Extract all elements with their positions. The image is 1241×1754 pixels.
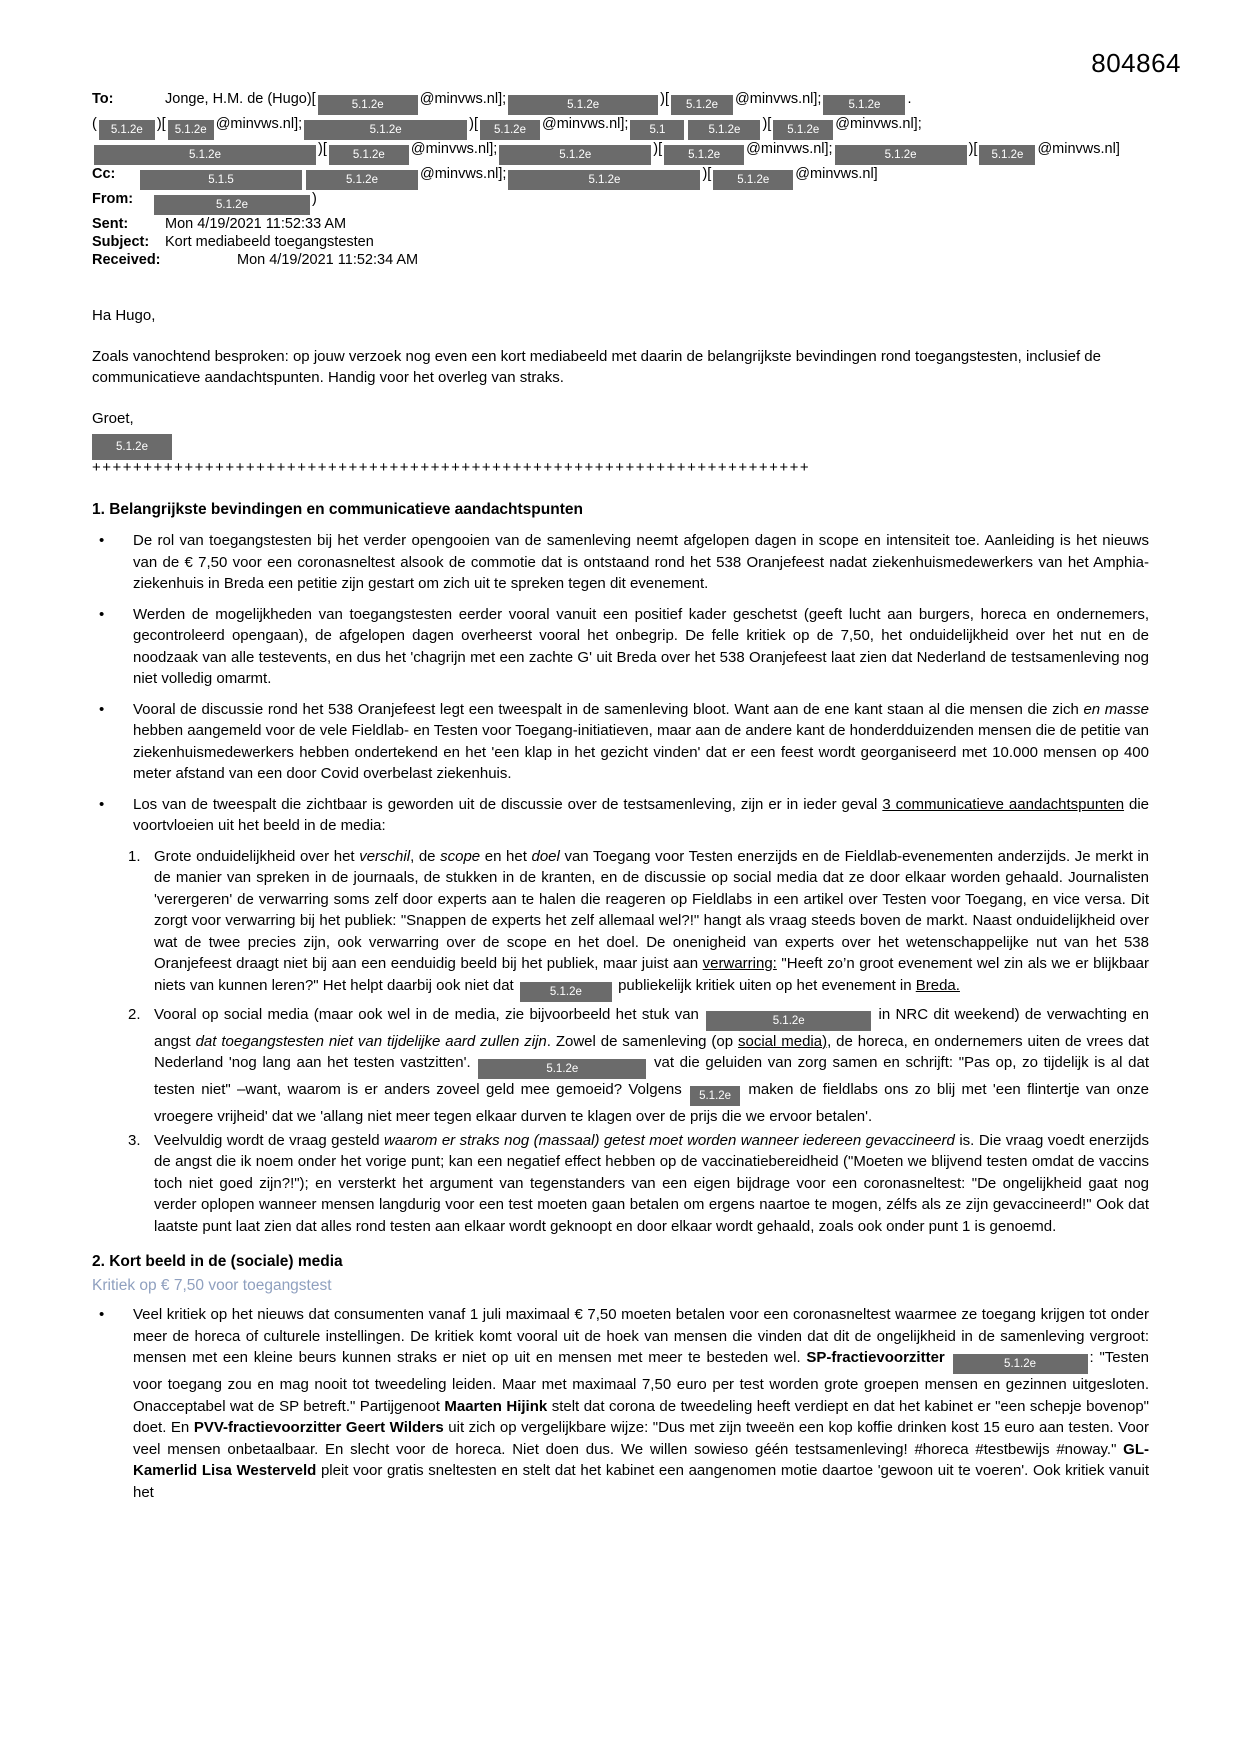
bullet-marker: [92, 1304, 133, 1503]
text-run: )[: [653, 141, 663, 157]
text-run: van Toegang voor Testen enerzijds en de Fieldlab-evenementen anderzijds. Je merkt in de manier van spreken in de journaals, de stukken in de kranten, en de discussie op social media dat ze door elkaar worden gehaald. Journalisten 'verergeren' de verwarring soms zelf door experts aan te halen die reageren op Fieldlabs in een artikel over Testen voor Toegang, en vice versa. Dit zorgt voor verwarring bij het publiek: "Snappen de experts het zelf allemaal wel?!" hangt als vraag steeds boven de markt. Naast onduidelijkheid over wat de twee precies zijn, ook verwarring over de scope en het doel. De onenigheid van experts over het wetenschappelijke nut van het 538 Oranjefeest draagt niet bij aan een eenduidig beeld bij het publiek, maar juist aan: [154, 847, 1150, 972]
section2-bullets: [92, 1304, 1149, 1503]
text-run: )[: [156, 116, 166, 132]
bullet-marker: [92, 699, 133, 785]
text-run: @minvws.nl];: [542, 116, 629, 132]
text-run: social media),: [738, 1032, 832, 1050]
bullet-marker: [92, 794, 133, 837]
text-run: verwarring:: [702, 955, 777, 972]
item-number: 2.: [128, 1005, 141, 1023]
text-run: @minvws.nl];: [410, 141, 498, 157]
header-field-label: Sent:: [92, 216, 129, 232]
bullet-item: [92, 1304, 1149, 1503]
redaction-box: 5.1.2e: [92, 434, 172, 460]
text-run: maken de fieldlabs ons zo blij met 'een flintertje van onze vroegere vrijheid' dat we 'allang niet meer tegen elkaar durven te klagen over de prijs die we ervoor betalen'.: [154, 1081, 1149, 1125]
text-run: . Zowel de samenleving (op: [546, 1032, 738, 1050]
bullet-item: [92, 699, 1149, 785]
bullet-item: [92, 794, 1149, 837]
header-line: [92, 190, 1149, 215]
header-line: [92, 215, 1149, 233]
text-run: : "Testen voor toegang zou en mag nooit tot tweedeling leiden. Maar met maximaal 7,50 euro per test worden grote groepen mensen en gezinnen uitgesloten. Onacceptabel wat de SP betreft." Partijgenoot: [133, 1349, 1150, 1415]
header-field-label: From:: [92, 191, 134, 207]
text-run: @minvws.nl];: [215, 116, 303, 132]
header-line: [92, 140, 1149, 165]
redaction-box: 5.1.2e: [835, 145, 967, 165]
text-run: doel: [531, 847, 560, 865]
text-run: waarom er straks nog (massaal) getest moet worden wanneer iedereen gevaccineerd: [384, 1131, 955, 1149]
text-run: Mon 4/19/2021 11:52:33 AM: [165, 216, 347, 232]
text-run: is. Die vraag voedt enerzijds de angst die ik noem onder het vorige punt; kan een negatief effect hebben op de vaccinatiebereidheid ("Moeten we blijvend testen omdat de vaccins toch niet goed zijn?!"); en versterkt het argument van tegenstanders van een eigen bijdrage voor een coronasneltest: "De ongelijkheid gaat nog verder oplopen wanneer mensen langdurig voor een test moeten gaan betalen om ergens naartoe te mogen, zélfs als ze zijn gevaccineerd!" Ook dat laatste punt laat zien dat alles rond testen aan elkaar wordt geknoopt en door elkaar wordt gehaald, zoals ook onder punt 1 is genoemd.: [154, 1131, 1149, 1235]
item-text: [133, 794, 1149, 837]
text-run: Los van de tweespalt die zichtbaar is geworden uit de discussie over de testsamenleving, zijn er in ieder geval: [133, 795, 883, 813]
text-run: @minvws.nl];: [419, 91, 507, 107]
redaction-box: 5.1.2e: [94, 145, 316, 165]
text-run: dat toegangstesten niet van tijdelijke aard zullen zijn: [195, 1032, 547, 1050]
item-text: [154, 846, 1149, 1002]
text-run: [945, 1349, 951, 1366]
text-run: scope: [440, 847, 481, 865]
redaction-box: 5.1.2e: [480, 120, 540, 140]
redaction-box: 5.1.5: [140, 170, 302, 190]
text-run: Werden de mogelijkheden van toegangstesten eerder vooral vanuit een positief kader geschetst (geeft lucht aan burgers, horeca en ondernemers, gecontroleerd opengaan), de afgelopen dagen overheerst vooral het onbegrip. De felle kritiek op de 7,50, het onduidelijkheid over het nut en de noodzaak van alle testevents, en dus het 'chagrijn met een zachte G' uit Breda over het 538 Oranjefeest laat zien dat Nederland de testsamenleving nog niet volledig omarmt.: [133, 605, 1149, 687]
email-header: [92, 90, 1149, 269]
text-run: Vooral op social media (maar ook wel in de media, zie bijvoorbeeld het stuk van: [154, 1005, 705, 1023]
text-run: @minvws.nl]: [1037, 141, 1120, 157]
header-field-label: To:: [92, 91, 114, 107]
numbered-item: [128, 1130, 1149, 1238]
text-run: @minvws.nl];: [420, 166, 507, 182]
numbered-item: [128, 846, 1149, 1002]
email-body: [92, 305, 1149, 1503]
redaction-box: 5.1.2e: [953, 1354, 1088, 1374]
text-run: )[: [318, 141, 327, 157]
item-text: [133, 699, 1149, 785]
item-text: [133, 604, 1149, 690]
text-run: (: [92, 116, 97, 132]
redaction-box: 5.1.2e: [508, 95, 658, 115]
text-run: Mon 4/19/2021 11:52:34 AM: [237, 252, 419, 268]
redaction-box: 5.1.2e: [664, 145, 744, 165]
text-run: PVV-fractievoorzitter Geert Wilders: [193, 1419, 444, 1436]
header-line: [92, 233, 1149, 251]
text-run: Kort mediabeeld toegangstesten: [165, 234, 374, 250]
redaction-box: 5.1.2e: [690, 1086, 740, 1106]
redaction-box: 5.1: [630, 120, 684, 140]
header-field-label: Received:: [92, 252, 161, 268]
header-field-label: Subject:: [92, 234, 150, 250]
text-run: publiekelijk kritiek uiten op het evenement in: [613, 976, 916, 994]
text-run: pleit voor gratis sneltesten en stelt dat het kabinet een aangenomen motie daartoe 'gewoon uit te voeren'. Ook kritiek vanuit het: [133, 1462, 1150, 1501]
item-number: 1.: [128, 847, 141, 865]
text-run: hebben aangemeld voor de vele Fieldlab- en Testen voor Toegang-initiatieven, maar aan de andere kant de honderdduizenden mensen die de petitie van ziekenhuismedewerkers hebben ondertekend en het 'een klap in het gezicht vinden' dat er een feest wordt georganiseerd met 10.000 mensen op 400 meter afstand van een door Covid overbelast ziekenhuis.: [133, 722, 1149, 782]
text-run: verschil: [359, 847, 411, 865]
item-text: [133, 530, 1149, 595]
text-run: Maarten Hijink: [444, 1397, 548, 1415]
redaction-box: 5.1.2e: [154, 195, 310, 215]
text-run: SP-fractievoorzitter: [806, 1349, 945, 1366]
bullet-marker: [92, 530, 133, 595]
text-run: )[: [762, 116, 772, 132]
closing-text: Groet,: [92, 409, 134, 427]
greeting-text: Ha Hugo,: [92, 307, 156, 324]
text-run: Grote onduidelijkheid over het: [154, 847, 360, 865]
text-run: De rol van toegangstesten bij het verder opengooien van de samenleving neemt afgelopen dagen in scope en intensiteit toe. Aanleiding is het nieuws van de € 7,50 voor een coronasneltest alsook de commotie dat is ontstaand rond het 538 Oranjefeest nadat ziekenhuismedewerkers van het Amphia-ziekenhuis in Breda een petitie zijn gestart om zich uit te spreken tegen dit evenement.: [133, 532, 1149, 592]
redaction-box: 5.1.2e: [306, 170, 418, 190]
text-run: , de: [410, 847, 441, 865]
redaction-box: 5.1.2e: [99, 120, 155, 140]
redaction-box: 5.1.2e: [713, 170, 793, 190]
text-run: Veelvuldig wordt de vraag gesteld: [154, 1131, 385, 1149]
text-run: @minvws.nl];: [835, 116, 922, 132]
text-run: die voortvloeien uit het beeld in de media:: [133, 795, 1150, 834]
redaction-box: 5.1.2e: [671, 95, 733, 115]
item-text: [154, 1130, 1149, 1238]
text-run: "Heeft zo’n groot evenement wel zin als we er blijkbaar niets van kunnen leren?" Het helpt daarbij ook niet dat: [154, 955, 1149, 994]
text-run: uit zich op vergelijkbare wijze: "Dus met zijn tweeën een kop koffie drinken kost 15 euro aan testen. Voor veel mensen onbetaalbaar. En slecht voor de horeca. Niet doen dus. We willen sowieso géén testsamenleving! #horeca #testbewijs #noway.": [133, 1419, 1149, 1458]
item-number: 3.: [128, 1131, 141, 1149]
header-line: [92, 251, 1149, 269]
header-line: [92, 165, 1149, 190]
text-run: )[: [469, 116, 478, 132]
intro-paragraph: Zoals vanochtend besproken: op jouw verzoek nog even een kort mediabeeld met daarin de belangrijkste bevindingen rond toegangstesten, inclusief de communicatieve aandachtspunten. Handig voor het overleg van straks.: [92, 347, 1101, 386]
bullet-item: [92, 530, 1149, 595]
divider-plus-line: ++++++++++++++++++++++++++++++++++++++++++++++++++++++++++++++++++++++: [92, 459, 811, 476]
redaction-box: 5.1.2e: [688, 120, 760, 140]
text-run: @minvws.nl];: [735, 91, 822, 107]
text-run: )[: [968, 141, 978, 157]
text-run: @minvws.nl];: [746, 141, 833, 157]
text-run: de horeca, en ondernemers uiten de vrees dat Nederland 'nog lang aan het testen vastzitten'.: [154, 1032, 1149, 1071]
text-run: Veel kritiek op het nieuws dat consumenten vanaf 1 juli maximaal € 7,50 moeten betalen voor een coronasneltest waarmee ze toegang krijgen tot onder meer de horeca of culturele instellingen. De kritiek komt vooral uit de hoek van mensen die vinden dat dit de ongelijkheid in de samenleving vergroot: mensen met een kleine beurs kunnen straks er niet op uit en mensen met meer te besteden wel.: [133, 1306, 1149, 1366]
bullet-item: [92, 604, 1149, 690]
redaction-box: 5.1.2e: [773, 120, 833, 140]
text-run: Jonge, H.M. de (Hugo)[: [165, 91, 316, 107]
text-run: stelt dat corona de tweedeling heeft verdiept en dat het kabinet er "een schepje bovenop" doet. En: [133, 1397, 1149, 1436]
text-run: )[: [660, 91, 670, 107]
redaction-box: 5.1.2e: [318, 95, 418, 115]
section1-numbered-list: [92, 846, 1149, 1238]
text-run: Vooral de discussie rond het 538 Oranjefeest legt een tweespalt in de samenleving bloot. Want aan de ene kant staan al die mensen die zich: [133, 700, 1084, 718]
redaction-box: 5.1.2e: [706, 1011, 871, 1031]
header-field-label: Cc:: [92, 166, 116, 182]
redaction-box: 5.1.2e: [823, 95, 905, 115]
text-run: en masse: [1083, 700, 1149, 718]
text-run: in NRC dit weekend) de verwachting en angst: [154, 1005, 1149, 1050]
text-run: en het: [480, 847, 532, 865]
section1-bullets: [92, 530, 1149, 837]
redaction-box: 5.1.2e: [499, 145, 651, 165]
text-run: )[: [702, 166, 712, 182]
text-run: .: [907, 91, 912, 107]
item-text: [133, 1304, 1149, 1503]
header-line: [92, 115, 1149, 140]
section1-title: 1. Belangrijkste bevindingen en communicatieve aandachtspunten: [92, 500, 583, 518]
text-run: ): [312, 191, 317, 207]
header-line: [92, 90, 1149, 115]
text-run: 3 communicatieve aandachtspunten: [882, 795, 1125, 813]
text-run: Breda.: [915, 976, 960, 994]
item-text: [154, 1004, 1149, 1128]
document-number: 804864: [1091, 48, 1181, 78]
section2-subtitle: Kritiek op € 7,50 voor toegangstest: [92, 1276, 332, 1294]
redaction-box: 5.1.2e: [329, 145, 409, 165]
redaction-box: 5.1.2e: [508, 170, 700, 190]
text-run: GL-Kamerlid Lisa Westerveld: [133, 1440, 1149, 1479]
text-run: vat die geluiden van zorg samen en schrijft: "Pas op, zo tijdelijk is al dat testen niet" –want, waarom is er anders zoveel geld mee gemoeid? Volgens: [154, 1054, 1149, 1098]
redaction-box: 5.1.2e: [979, 145, 1035, 165]
redaction-box: 5.1.2e: [520, 982, 612, 1002]
text-run: @minvws.nl]: [795, 166, 878, 182]
redaction-box: 5.1.2e: [168, 120, 214, 140]
bullet-marker: [92, 604, 133, 690]
numbered-item: [128, 1004, 1149, 1128]
redaction-box: 5.1.2e: [304, 120, 467, 140]
section2-title: 2. Kort beeld in de (sociale) media: [92, 1253, 343, 1270]
redaction-box: 5.1.2e: [478, 1059, 646, 1079]
